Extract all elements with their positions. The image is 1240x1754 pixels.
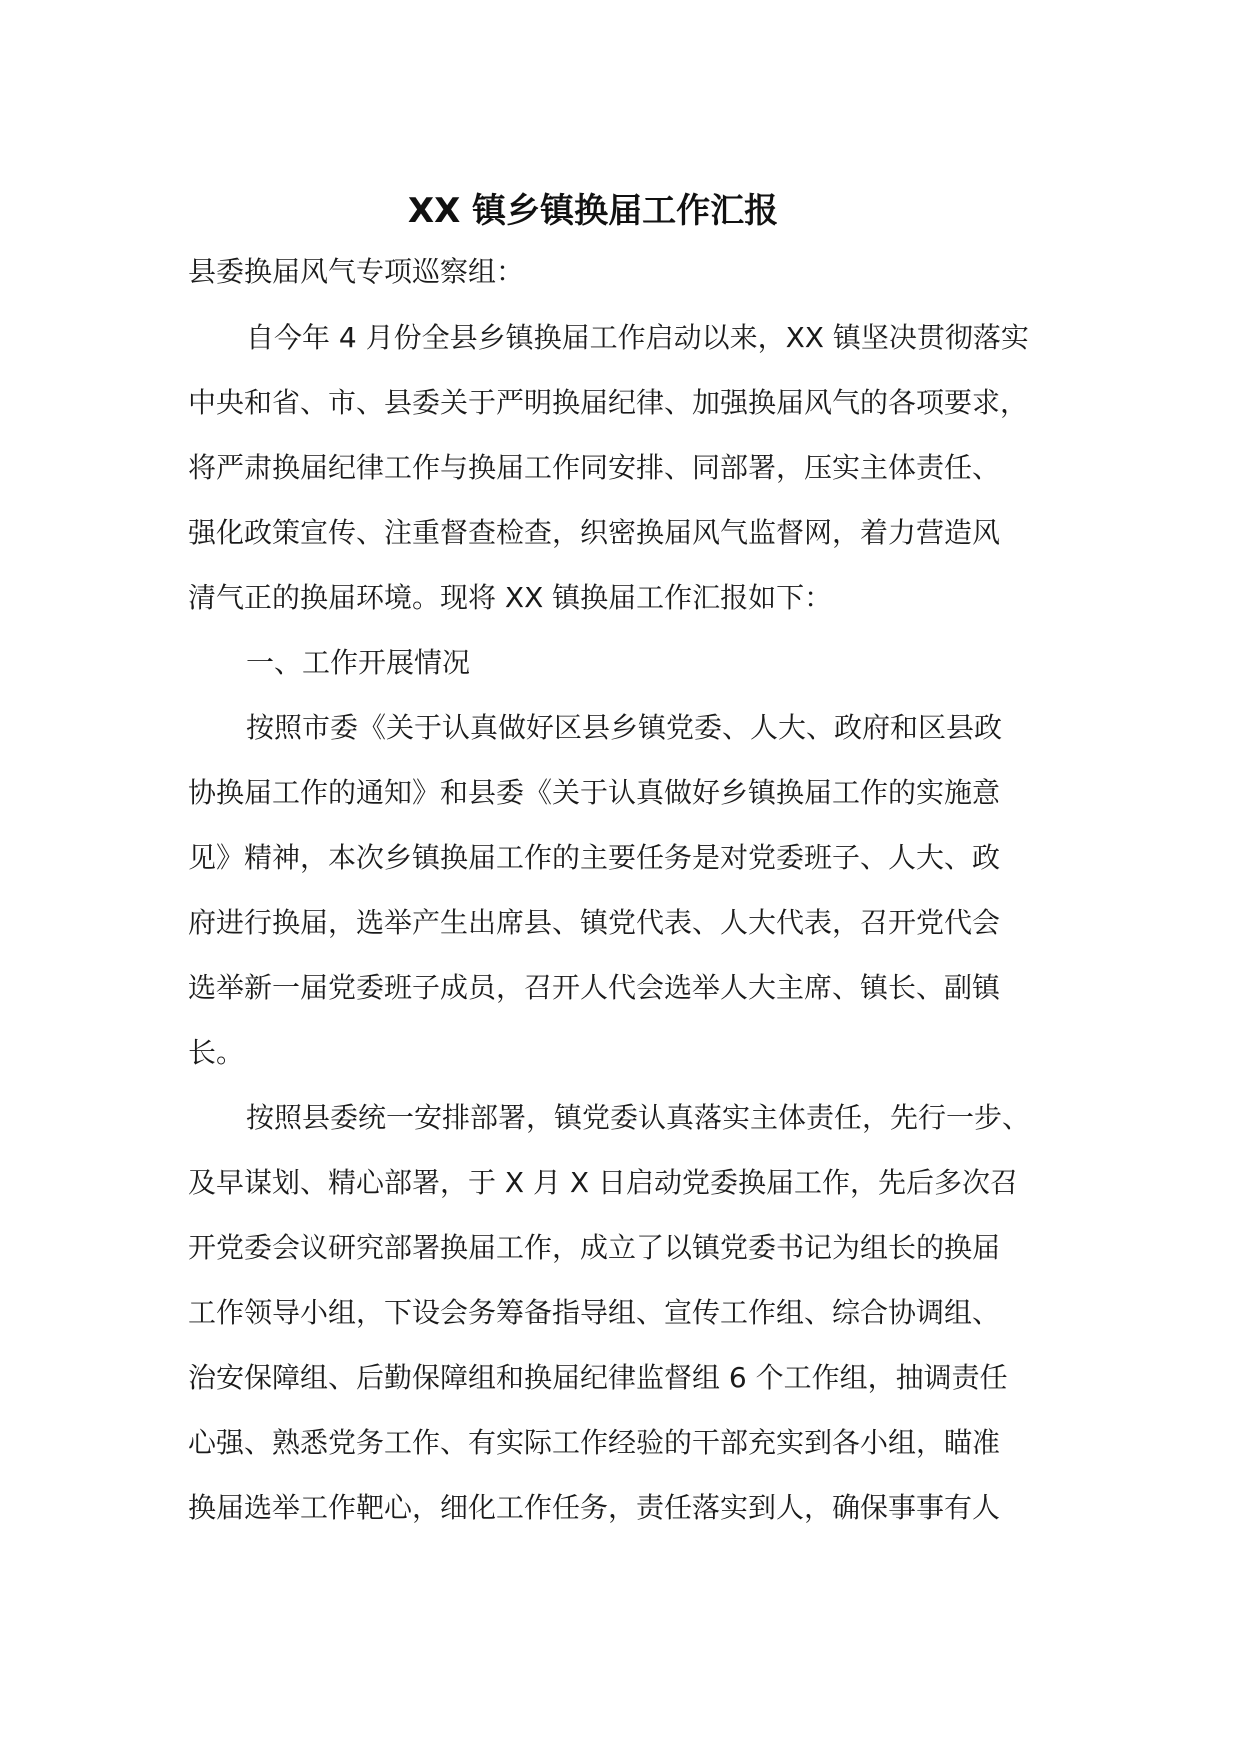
paragraph-line: 治安保障组、后勤保障组和换届纪律监督组 6 个工作组，抽调责任 bbox=[188, 1361, 1008, 1394]
section-heading: 一、工作开展情况 bbox=[246, 646, 471, 679]
paragraph-line: 强化政策宣传、注重督查检查，织密换届风气监督网，着力营造风 bbox=[188, 516, 1001, 549]
paragraph-line: 心强、熟悉党务工作、有实际工作经验的干部充实到各小组，瞄准 bbox=[188, 1426, 1001, 1459]
document-body bbox=[188, 318, 1088, 1553]
paragraph-line: 工作领导小组，下设会务筹备指导组、宣传工作组、综合协调组、 bbox=[188, 1296, 1001, 1329]
paragraph-line: 中央和省、市、县委关于严明换届纪律、加强换届风气的各项要求， bbox=[188, 386, 1029, 419]
salutation: 县委换届风气专项巡察组： bbox=[188, 255, 525, 288]
document-page bbox=[188, 0, 1088, 1754]
paragraph-line: 长。 bbox=[188, 1036, 245, 1069]
paragraph-line: 清气正的换届环境。现将 XX 镇换届工作汇报如下： bbox=[188, 581, 833, 614]
paragraph-line: 按照市委《关于认真做好区县乡镇党委、人大、政府和区县政 bbox=[246, 711, 1003, 744]
paragraph-line: 府进行换届，选举产生出席县、镇党代表、人大代表，召开党代会 bbox=[188, 906, 1001, 939]
paragraph-line: 选举新一届党委班子成员，召开人代会选举人大主席、镇长、副镇 bbox=[188, 971, 1001, 1004]
paragraph-line: 自今年 4 月份全县乡镇换届工作启动以来，XX 镇坚决贯彻落实 bbox=[246, 321, 1029, 354]
paragraph-line: 按照县委统一安排部署，镇党委认真落实主体责任，先行一步、 bbox=[246, 1101, 1031, 1134]
paragraph-line: 将严肃换届纪律工作与换届工作同安排、同部署，压实主体责任、 bbox=[188, 451, 1001, 484]
paragraph-line: 换届选举工作靶心，细化工作任务，责任落实到人，确保事事有人 bbox=[188, 1491, 1001, 1524]
paragraph-line: 见》精神，本次乡镇换届工作的主要任务是对党委班子、人大、政 bbox=[188, 841, 1001, 874]
paragraph-line: 开党委会议研究部署换届工作，成立了以镇党委书记为组长的换届 bbox=[188, 1231, 1001, 1264]
paragraph-line: 协换届工作的通知》和县委《关于认真做好乡镇换届工作的实施意 bbox=[188, 776, 1001, 809]
document-title: XX 镇乡镇换届工作汇报 bbox=[407, 191, 779, 231]
paragraph-line: 及早谋划、精心部署，于 X 月 X 日启动党委换届工作，先后多次召 bbox=[188, 1166, 1018, 1199]
